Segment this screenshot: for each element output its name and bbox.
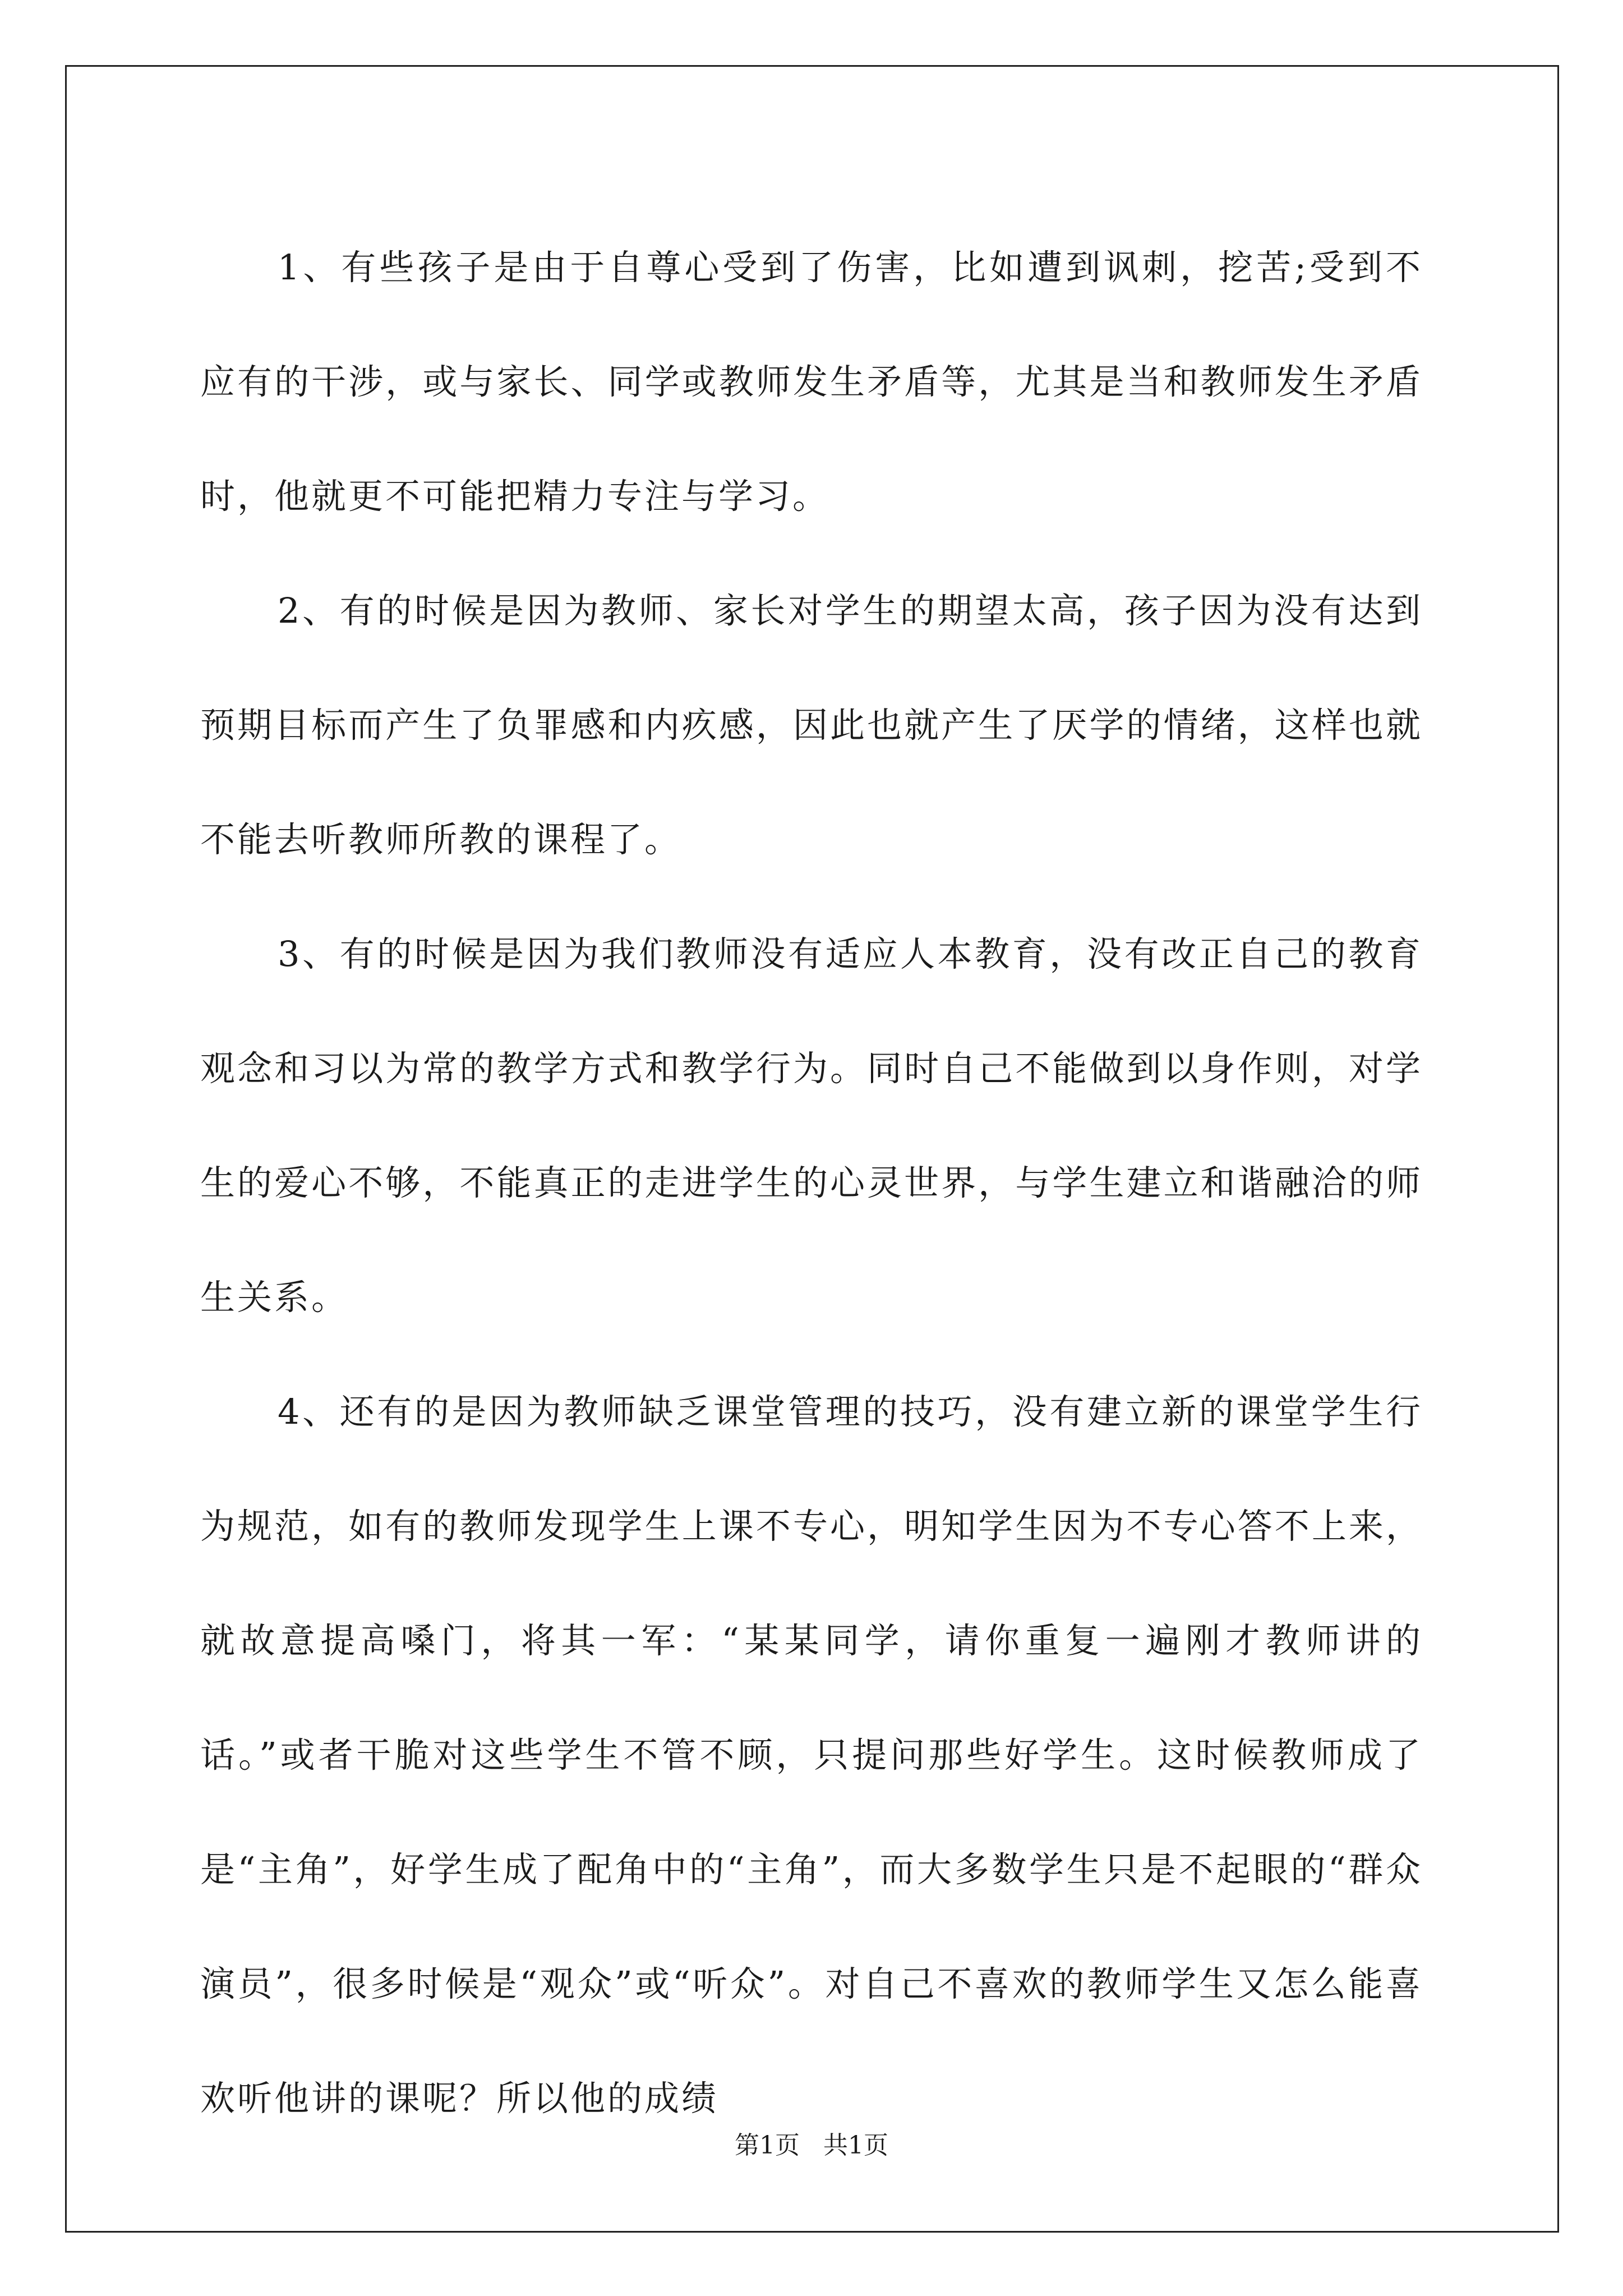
footer-spacer	[800, 2131, 823, 2160]
paragraph-4: 4、还有的是因为教师缺乏课堂管理的技巧，没有建立新的课堂学生行为规范，如有的教师发现学生上课不专心，明知学生因为不专心答不上来，就故意提高嗓门，将其一军：“某某同学，请你重复一遍刚才教师讲的话。”或者干脆对这些学生不管不顾，只提问那些好学生。这时候教师成了是“主角”，好学生成了配角中的“主角”，而大多数学生只是不起眼的“群众演员”，很多时候是“观众”或“听众”。对自己不喜欢的教师学生又怎么能喜欢听他讲的课呢？所以他的成绩	[200, 1391, 1423, 2119]
paragraph-3: 3、有的时候是因为我们教师没有适应人本教育，没有改正自己的教育观念和习以为常的教学方式和教学行为。同时自己不能做到以身作则，对学生的爱心不够，不能真正的走进学生的心灵世界，与学生建立和谐融洽的师生关系。	[200, 933, 1423, 1318]
paragraph-1: 1、有些孩子是由于自尊心受到了伤害，比如遭到讽刺，挖苦;受到不应有的干涉，或与家长、同学或教师发生矛盾等，尤其是当和教师发生矛盾时，他就更不可能把精力专注与学习。	[200, 247, 1423, 517]
page-total: 共1页	[823, 2131, 888, 2160]
paragraph-2: 2、有的时候是因为教师、家长对学生的期望太高，孩子因为没有达到预期目标而产生了负罪感和内疚感，因此也就产生了厌学的情绪，这样也就不能去听教师所教的课程了。	[200, 590, 1423, 860]
page-footer	[0, 2129, 1623, 2162]
page-number: 第1页	[735, 2131, 800, 2160]
document-body	[200, 210, 1423, 2156]
